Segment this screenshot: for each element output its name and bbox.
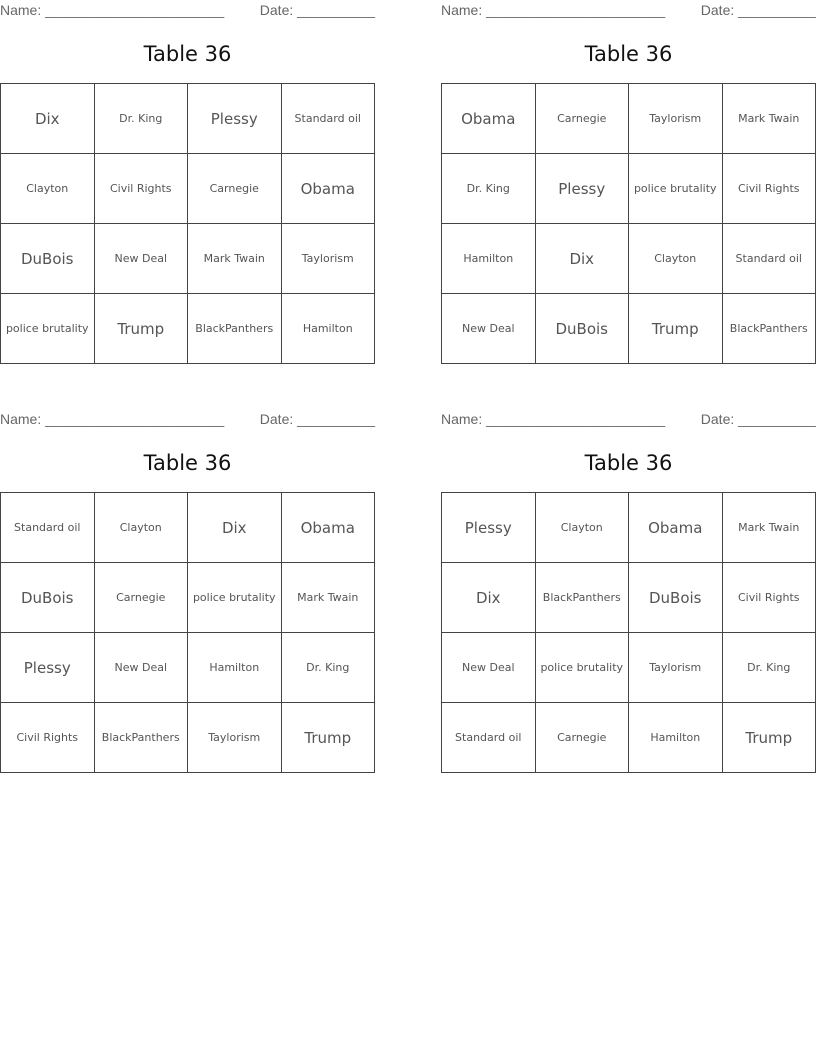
grid-cell: Standard oil — [442, 703, 536, 773]
grid-cell: Clayton — [94, 493, 188, 563]
grid-cell: Mark Twain — [188, 224, 282, 294]
grid-cell: Clayton — [535, 493, 629, 563]
grid-row — [1, 154, 375, 224]
grid-cell: BlackPanthers — [94, 703, 188, 773]
grid-cell: Taylorism — [629, 84, 723, 154]
grid-cell: Carnegie — [535, 84, 629, 154]
grid-cell: BlackPanthers — [535, 563, 629, 633]
grid-cell: New Deal — [442, 294, 536, 364]
grid-cell: Dr. King — [94, 84, 188, 154]
grid-cell: police brutality — [1, 294, 95, 364]
grid-cell: Civil Rights — [722, 154, 816, 224]
card-title: Table 36 — [584, 451, 673, 475]
grid-cell: DuBois — [1, 224, 95, 294]
grid-cell: Clayton — [1, 154, 95, 224]
grid-cell: Plessy — [535, 154, 629, 224]
grid-cell: Trump — [94, 294, 188, 364]
name-field-label: Name: _______________________ — [441, 2, 666, 18]
grid-cell: Plessy — [1, 633, 95, 703]
grid-row — [442, 84, 816, 154]
grid-cell: Carnegie — [188, 154, 282, 224]
grid-row — [1, 563, 375, 633]
grid-cell: Dix — [535, 224, 629, 294]
grid-cell: BlackPanthers — [188, 294, 282, 364]
grid-cell: Plessy — [188, 84, 282, 154]
grid-cell: Obama — [629, 493, 723, 563]
grid-cell: Obama — [281, 154, 375, 224]
card-header — [0, 411, 375, 429]
grid-row — [1, 294, 375, 364]
grid-cell: Hamilton — [281, 294, 375, 364]
grid-cell: Dix — [442, 563, 536, 633]
grid-cell: Dr. King — [281, 633, 375, 703]
grid-cell: police brutality — [629, 154, 723, 224]
grid-cell: Mark Twain — [722, 493, 816, 563]
grid-row — [442, 294, 816, 364]
grid-cell: Mark Twain — [722, 84, 816, 154]
grid-cell: New Deal — [94, 633, 188, 703]
name-field-label: Name: _______________________ — [0, 411, 225, 427]
card-title: Table 36 — [143, 42, 232, 66]
date-field-label: Date: __________ — [700, 2, 816, 18]
grid-cell: Hamilton — [442, 224, 536, 294]
grid-cell: DuBois — [535, 294, 629, 364]
grid-row — [1, 84, 375, 154]
date-field-label: Date: __________ — [259, 411, 375, 427]
grid-cell: Trump — [281, 703, 375, 773]
bingo-grid — [441, 492, 816, 773]
grid-row — [442, 224, 816, 294]
bingo-grid — [0, 83, 375, 364]
grid-cell: Taylorism — [188, 703, 282, 773]
grid-cell: Taylorism — [629, 633, 723, 703]
grid-row — [1, 703, 375, 773]
grid-cell: Mark Twain — [281, 563, 375, 633]
grid-cell: Standard oil — [1, 493, 95, 563]
grid-cell: New Deal — [442, 633, 536, 703]
card-header — [441, 411, 816, 429]
grid-cell: BlackPanthers — [722, 294, 816, 364]
grid-row — [442, 493, 816, 563]
grid-cell: Taylorism — [281, 224, 375, 294]
grid-cell: Hamilton — [629, 703, 723, 773]
grid-cell: Plessy — [442, 493, 536, 563]
card-title: Table 36 — [143, 451, 232, 475]
grid-cell: Carnegie — [94, 563, 188, 633]
grid-cell: Trump — [629, 294, 723, 364]
grid-cell: Dix — [1, 84, 95, 154]
card-title: Table 36 — [584, 42, 673, 66]
grid-row — [1, 493, 375, 563]
grid-row — [1, 224, 375, 294]
date-field-label: Date: __________ — [259, 2, 375, 18]
grid-cell: Civil Rights — [94, 154, 188, 224]
grid-cell: Dix — [188, 493, 282, 563]
name-field-label: Name: _______________________ — [441, 411, 666, 427]
grid-cell: Dr. King — [442, 154, 536, 224]
name-field-label: Name: _______________________ — [0, 2, 225, 18]
grid-row — [442, 563, 816, 633]
grid-cell: Clayton — [629, 224, 723, 294]
bingo-grid — [441, 83, 816, 364]
grid-cell: Standard oil — [722, 224, 816, 294]
grid-cell: Civil Rights — [1, 703, 95, 773]
grid-cell: DuBois — [629, 563, 723, 633]
grid-cell: Standard oil — [281, 84, 375, 154]
grid-row — [1, 633, 375, 703]
grid-cell: DuBois — [1, 563, 95, 633]
grid-cell: Carnegie — [535, 703, 629, 773]
date-field-label: Date: __________ — [700, 411, 816, 427]
grid-cell: Trump — [722, 703, 816, 773]
grid-cell: New Deal — [94, 224, 188, 294]
bingo-grid — [0, 492, 375, 773]
card-header — [0, 2, 375, 20]
grid-cell: police brutality — [535, 633, 629, 703]
grid-row — [442, 154, 816, 224]
grid-cell: police brutality — [188, 563, 282, 633]
grid-row — [442, 633, 816, 703]
grid-cell: Civil Rights — [722, 563, 816, 633]
grid-cell: Obama — [281, 493, 375, 563]
card-header — [441, 2, 816, 20]
grid-row — [442, 703, 816, 773]
grid-cell: Obama — [442, 84, 536, 154]
grid-cell: Hamilton — [188, 633, 282, 703]
grid-cell: Dr. King — [722, 633, 816, 703]
